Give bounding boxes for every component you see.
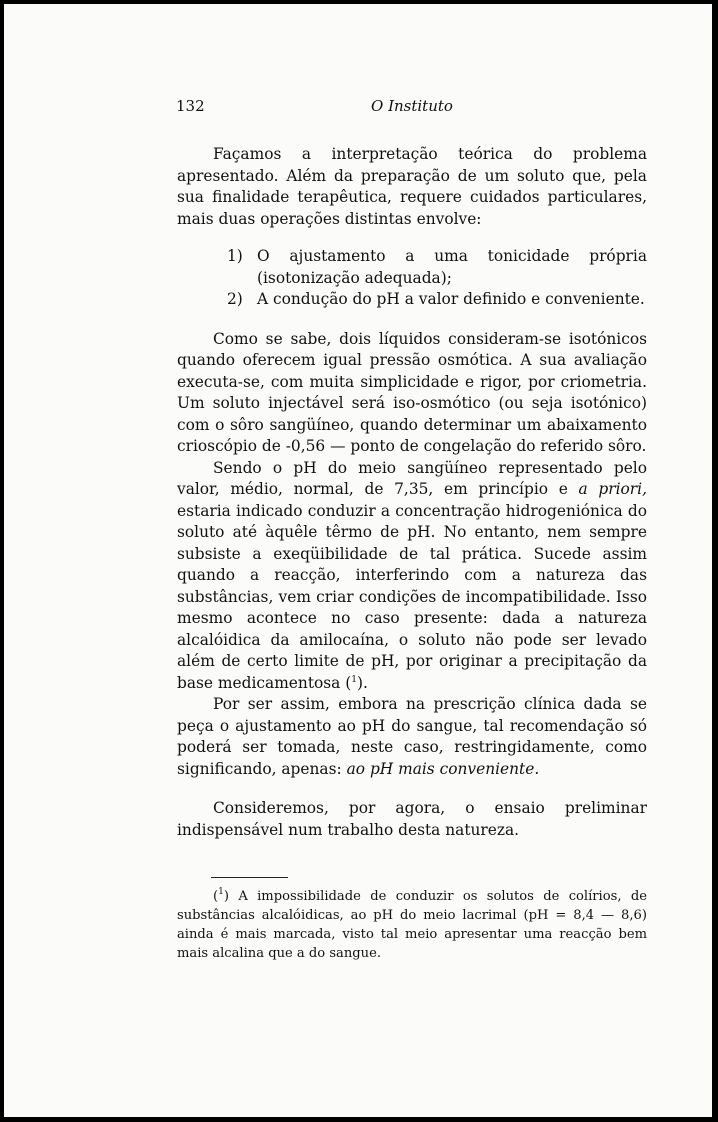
footnote-reference: 1 [351,674,357,685]
footnote-text: A impossibilidade de conduzir os solutos de colírios, de substâncias alcalóidicas, ao pH do meio lacrimal (pH = 8,4 — 8,6) ainda é mais marcada, visto tal meio apresentar uma reacção bem mais alcalina que a do sangue. [177,889,647,961]
page [4,4,712,1117]
paragraph-1: Façamos a interpretação teórica do problema apresentado. Além da preparação de um soluto que, pela sua finalidade terapêutica, requere cuidados particulares, mais duas operações distintas envolve: [177,145,647,228]
list-text: O ajustamento a uma tonicidade própria (isotonização adequada); [257,247,647,287]
list-number: 1) [227,247,243,265]
running-header [176,97,646,117]
list-item-1 [177,246,647,289]
body-text [177,144,647,841]
footnote: ($^1$) A impossibilidade de conduzir os solutos de colírios, de substâncias alcalóidicas, ao pH do meio lacrimal (pH = 8,4 — 8,6) ainda é mais marcada, visto tal meio apresentar uma reacção bem mais alcalina que a do sangue. [177,887,647,961]
page-number: 132 [176,97,205,115]
footnote-divider [211,877,288,878]
paragraph-4: Por ser assim, embora na prescrição clínica dada se peça o ajustamento ao pH do sangue, tal recomendação só poderá ser tomada, neste caso, restringidamente, como significando, apenas: ao pH mais conveniente. [177,695,647,778]
running-title: O Instituto [371,97,453,115]
footnote-marker: 1 [218,887,224,897]
list-text: A condução do pH a valor definido e conveniente. [257,290,645,308]
italic-phrase: a priori, [578,480,647,498]
paragraph-3: Sendo o pH do meio sangüíneo representado pelo valor, médio, normal, de 7,35, em princípio e a priori, estaria indicado conduzir a concentração hidrogeniónica do soluto até àquêle têrmo de pH. No entanto, nem sempre subsiste a exeqüibilidade de tal prática. Sucede assim quando a reacção, interferindo com a natureza das substâncias, vem criar condições de incompatibilidade. Isso mesmo acontece no caso presente: dada a natureza alcalóidica da amilocaína, o soluto não pode ser levado além de certo limite de pH, por originar a precipitação da base medicamentosa ($^1$). [177,458,647,692]
paragraph-5: Consideremos, por agora, o ensaio preliminar indispensável num trabalho desta natureza. [177,799,647,839]
italic-phrase: ao pH mais conveniente. [346,759,540,778]
paragraph-2: Como se sabe, dois líquidos consideram-se isotónicos quando oferecem igual pressão osmótica. A sua avaliação executa-se, com muita simplicidade e rigor, por criometria. Um soluto injectável será iso-osmótico (ou seja isotónico) com o sôro sangüíneo, quando determinar um abaixamento crioscópio de -0,56 — ponto de congelação do referido sôro. [177,329,647,455]
list-number: 2) [227,290,243,308]
list-item-2 [177,289,647,311]
